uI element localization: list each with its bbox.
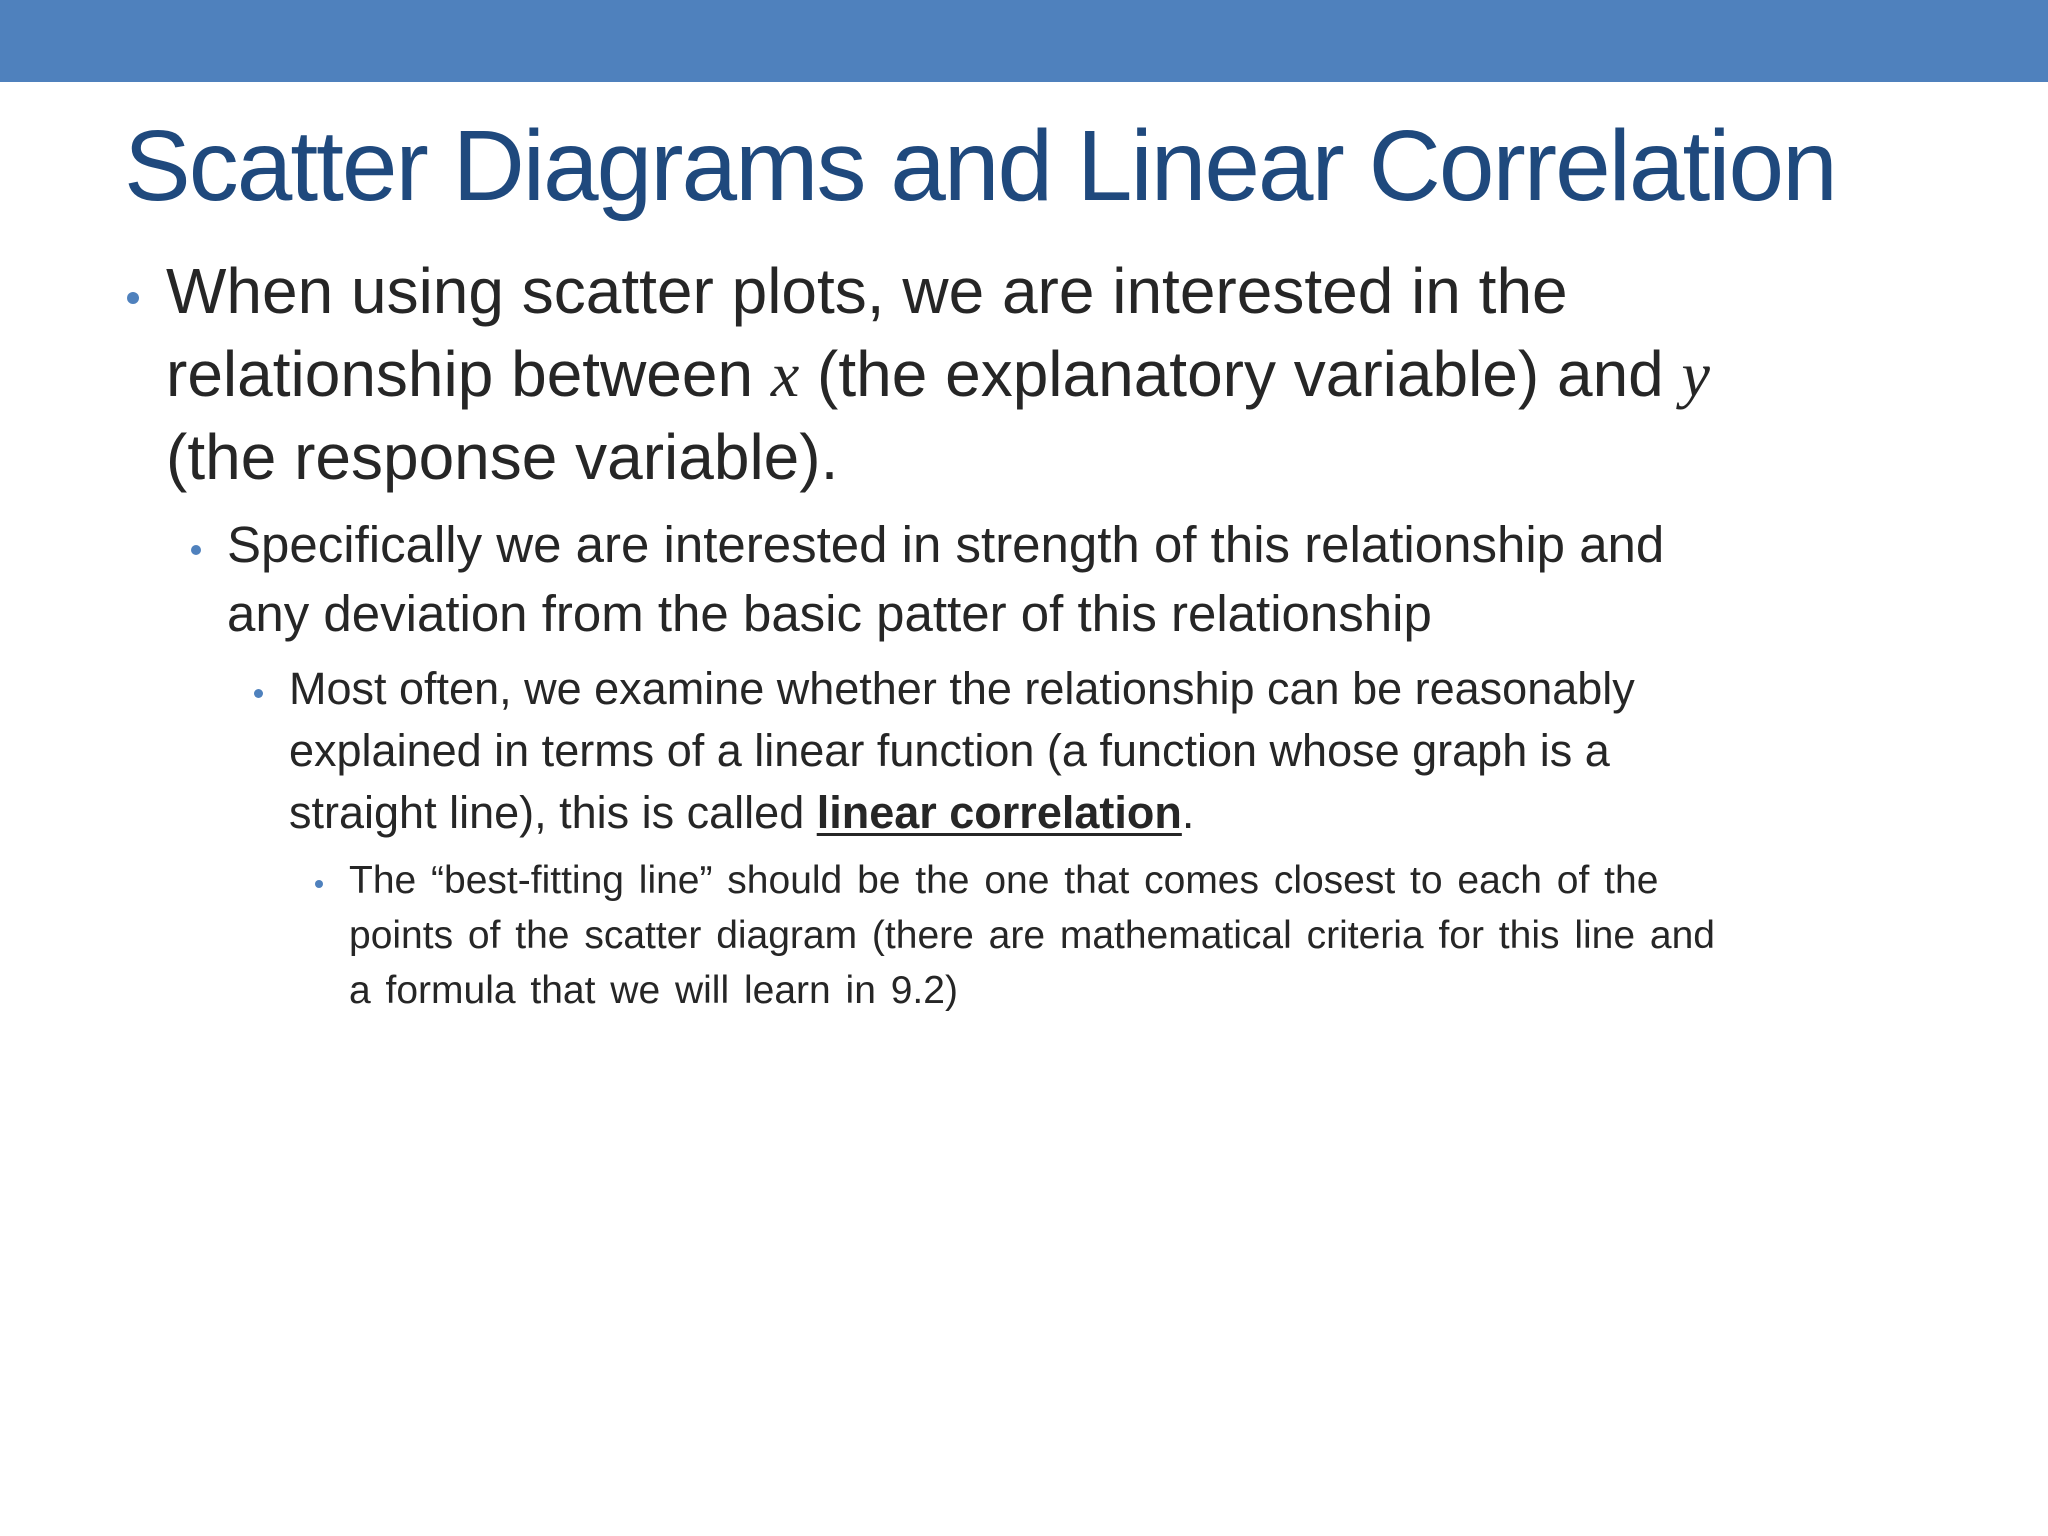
bullet-level-1-line-3: (the response variable). [166,421,839,493]
bullet-level-4-line-3: a formula that we will learn in 9.2) [349,969,958,1012]
bullet-level-3-line-3-end: . [1181,787,1195,838]
bullet-dot-icon [127,292,139,304]
bullet-level-1-line-1: When using scatter plots, we are interested in the [166,255,1568,327]
bullet-level-2-line-1: Specifically we are interested in strength of this relationship and [227,516,1665,573]
bullet-level-2-line-2: any deviation from the basic patter of this relationship [227,585,1432,642]
bullet-level-1-line-2 [166,333,1886,416]
bullet-level-3-line-3 [289,782,1909,844]
bullet-level-3-line-1: Most often, we examine whether the relationship can be reasonably [289,663,1635,714]
bullet-level-3-line-3-start: straight line), this is called [289,787,817,838]
bullet-level-4 [349,853,1909,1018]
linear-correlation-term: linear correlation [816,787,1182,838]
bullet-level-1 [166,250,1886,499]
bullet-level-3 [289,658,1909,844]
bullet-level-4-line-1: The “best-fitting line” should be the one that comes closest to each of the [349,859,1659,902]
variable-x: x [770,339,800,410]
bullet-level-1-line-2-middle: (the explanatory variable) and [799,338,1682,410]
bullet-dot-icon [191,545,201,555]
bullet-level-3-line-2: explained in terms of a linear function (a function whose graph is a [289,725,1610,776]
header-band [0,0,2048,82]
bullet-level-1-line-2-start: relationship between [166,338,771,410]
variable-y: y [1681,339,1710,410]
bullet-dot-icon [254,689,263,698]
bullet-dot-icon [315,880,323,888]
bullet-level-4-line-2: points of the scatter diagram (there are mathematical criteria for this line and [349,914,1715,957]
slide-title: Scatter Diagrams and Linear Correlation [124,110,1836,222]
bullet-level-2 [227,510,1927,648]
